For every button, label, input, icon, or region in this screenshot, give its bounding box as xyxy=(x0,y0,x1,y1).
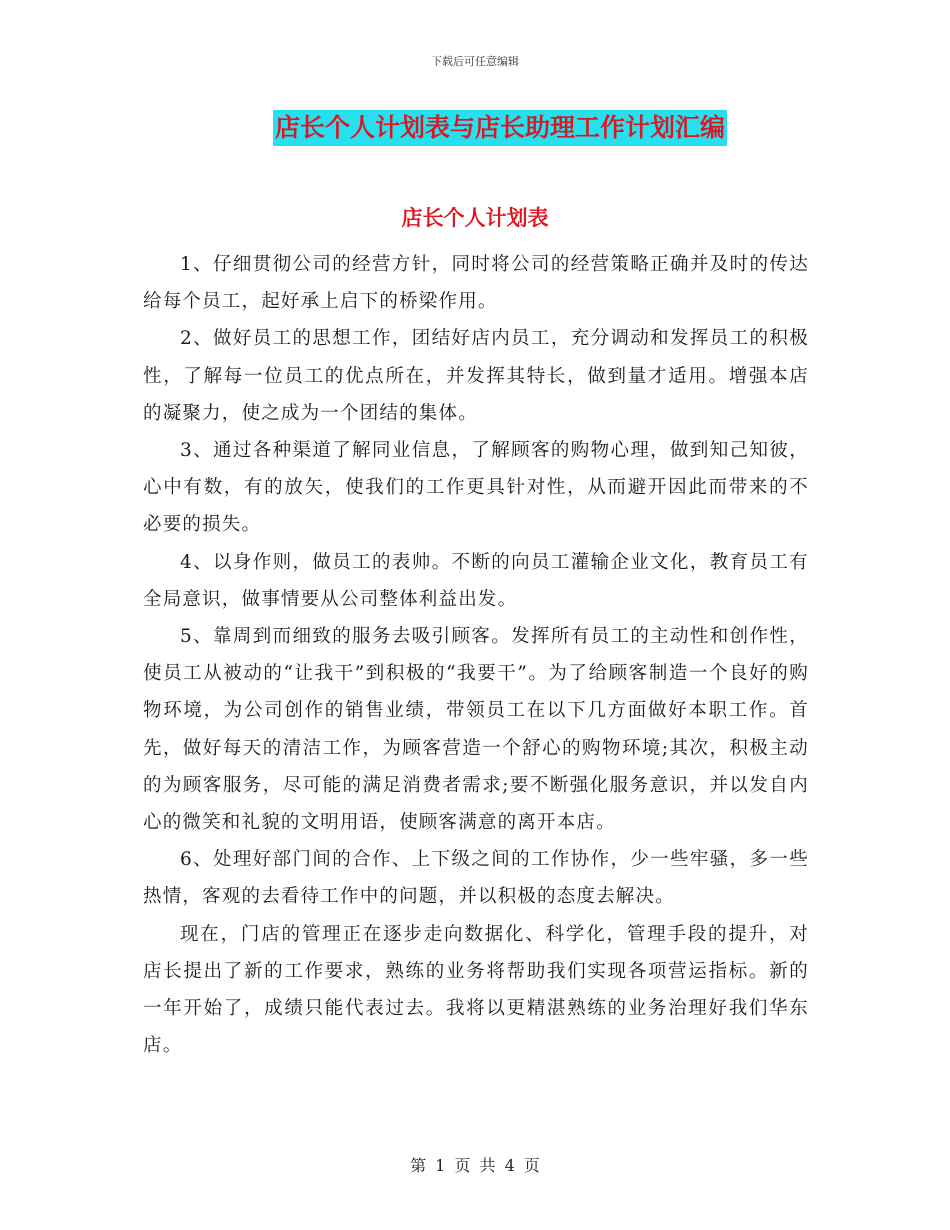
page-number-footer: 第 1 页 共 4 页 xyxy=(410,1156,540,1175)
main-title-container xyxy=(0,110,950,146)
paragraph-3: 3、通过各种渠道了解同业信息，了解顾客的购物心理，做到知己知彼，心中有数，有的放矢，使我们的工作更具针对性，从而避开因此而带来的不必要的损失。 xyxy=(143,440,809,536)
paragraph-2: 2、做好员工的思想工作，团结好店内员工，充分调动和发挥员工的积极性，了解每一位员工的优点所在，并发挥其特长，做到量才适用。增强本店的凝聚力，使之成为一个团结的集体。 xyxy=(143,328,809,424)
paragraph-5: 5、靠周到而细致的服务去吸引顾客。发挥所有员工的主动性和创作性，使员工从被动的“让我干”到积极的“我要干”。为了给顾客制造一个良好的购物环境，为公司创作的销售业绩，带领员工在以下几方面做好本职工作。首先，做好每天的清洁工作，为顾客营造一个舒心的购物环境;其次，积极主动的为顾客服务，尽可能的满足消费者需求;要不断强化服务意识，并以发自内心的微笑和礼貌的文明用语，使顾客满意的离开本店。 xyxy=(143,626,809,834)
header-note: 下载后可任意编辑 xyxy=(431,55,519,68)
paragraph-closing: 现在，门店的管理正在逐步走向数据化、科学化，管理手段的提升，对店长提出了新的工作要求，熟练的业务将帮助我们实现各项营运指标。新的一年开始了，成绩只能代表过去。我将以更精湛熟练的业务治理好我们华东店。 xyxy=(143,923,809,1057)
paragraph-4: 4、以身作则，做员工的表帅。不断的向员工灌输企业文化，教育员工有全局意识，做事情要从公司整体利益出发。 xyxy=(143,551,809,610)
section-title: 店长个人计划表 xyxy=(401,206,549,230)
main-title: 店长个人计划表与店长助理工作计划汇编 xyxy=(273,110,727,146)
paragraph-6: 6、处理好部门间的合作、上下级之间的工作协作，少一些牢骚，多一些热情，客观的去看待工作中的问题，并以积极的态度去解决。 xyxy=(143,849,809,908)
paragraph-1: 1、仔细贯彻公司的经营方针，同时将公司的经营策略正确并及时的传达给每个员工，起好承上启下的桥梁作用。 xyxy=(143,254,809,313)
document-body xyxy=(143,246,809,1064)
